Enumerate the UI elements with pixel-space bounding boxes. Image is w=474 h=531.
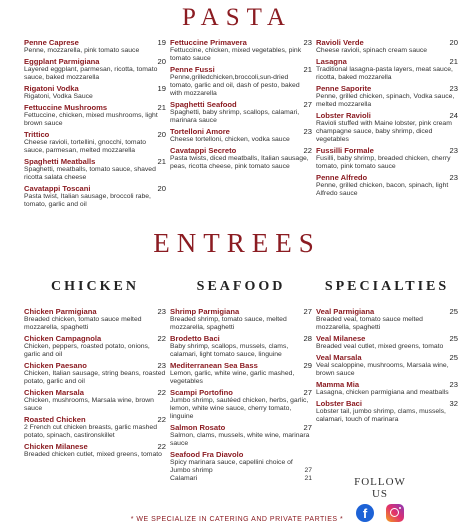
menu-item-price: 20 <box>157 57 166 66</box>
menu-item-price: 32 <box>449 399 458 408</box>
menu-item-name: Brodetto Baci <box>170 334 220 343</box>
chicken-column <box>24 307 166 461</box>
menu-item-price: 25 <box>449 334 458 343</box>
menu-item-price: 23 <box>449 380 458 389</box>
menu-item-name: Mediterranean Sea Bass <box>170 361 258 370</box>
menu-item-description: Veal scaloppine, mushrooms, Marsala wine, brown sauce <box>316 362 449 377</box>
menu-item-description: Penne, grilled chicken, spinach, Vodka sauce, melted mozzarella <box>316 93 455 108</box>
menu-item <box>24 442 166 459</box>
menu-item-description: Layered eggplant, parmesan, ricotta, tomato sauce, baked mozzarella <box>24 66 158 81</box>
menu-item-price: 25 <box>449 307 458 316</box>
pasta-column-3 <box>316 38 458 200</box>
menu-item <box>316 146 458 171</box>
menu-item-name: Scampi Portofino <box>170 388 233 397</box>
menu-item <box>316 111 458 144</box>
menu-item-price: 23 <box>449 146 458 155</box>
menu-item-name: Penne Caprese <box>24 38 79 47</box>
menu-item-description: Chicken, peppers, roasted potato, onions, garlic and oil <box>24 343 150 358</box>
footer-note: * WE SPECIALIZE IN CATERING AND PRIVATE PARTIES * <box>130 516 344 523</box>
menu-item-price: 21 <box>449 57 458 66</box>
menu-item-price: 20 <box>157 184 166 193</box>
menu-item-price: 27 <box>303 307 312 316</box>
menu-item-price: 20 <box>157 130 166 139</box>
menu-item <box>24 388 166 413</box>
menu-item-description: Salmon, clams, mussels, white wine, marinara sauce <box>170 432 310 447</box>
menu-item-name: Spaghetti Seafood <box>170 100 237 109</box>
menu-item-description: Lemon, garlic, white wine, garlic mashed, vegetables <box>170 370 295 385</box>
sub-option-label: Calamari <box>170 475 198 482</box>
menu-item-name: Chicken Parmigiana <box>24 307 97 316</box>
menu-item <box>170 334 312 359</box>
menu-item-description: Spaghetti, baby shrimp, scallops, calamari, marinara sauce <box>170 109 300 124</box>
menu-item-name: Lobster Baci <box>316 399 362 408</box>
menu-item-name: Rigatoni Vodka <box>24 84 79 93</box>
sub-option-price: 21 <box>304 475 312 482</box>
seafood-column <box>170 307 312 485</box>
menu-item-description: Jumbo shrimp, sautéed chicken, herbs, garlic, lemon, white wine sauce, cherry tomato, linguine <box>170 397 309 420</box>
menu-item-price: 22 <box>157 415 166 424</box>
menu-item <box>170 423 312 448</box>
menu-sub-option <box>170 475 312 483</box>
menu-item-description: Traditional lasagna-pasta layers, meat sauce, ricotta, baked mozzarella <box>316 66 453 81</box>
menu-item-name: Mamma Mia <box>316 380 360 389</box>
menu-item <box>170 388 312 421</box>
menu-item-name: Trittico <box>24 130 50 139</box>
menu-item-description: Penne, mozzarella, pink tomato sauce <box>24 47 140 54</box>
menu-item <box>316 380 458 397</box>
menu-item-description: Fusilli, baby shrimp, breaded chicken, cherry tomato, pink tomato sauce <box>316 155 451 170</box>
menu-item-price: 27 <box>303 100 312 109</box>
menu-item-price: 21 <box>157 157 166 166</box>
menu-item-name: Shrimp Parmigiana <box>170 307 240 316</box>
menu-item-name: Veal Milanese <box>316 334 366 343</box>
menu-item <box>316 307 458 332</box>
menu-item-name: Seafood Fra Diavolo <box>170 450 244 459</box>
menu-item-price: 23 <box>303 38 312 47</box>
menu-item <box>170 38 312 63</box>
menu-item-price: 23 <box>449 173 458 182</box>
menu-item-name: Lobster Ravioli <box>316 111 371 120</box>
pasta-title: PASTA <box>182 4 292 31</box>
menu-item-name: Chicken Campagnola <box>24 334 102 343</box>
menu-item-price: 23 <box>157 307 166 316</box>
menu-item <box>316 84 458 109</box>
sub-option-label: Jumbo shrimp <box>170 467 213 474</box>
menu-item <box>24 184 166 209</box>
entrees-title: ENTREES <box>153 228 321 258</box>
menu-item <box>170 65 312 98</box>
menu-item <box>316 334 458 351</box>
menu-item <box>170 307 312 332</box>
facebook-icon[interactable]: f <box>356 504 374 522</box>
menu-item <box>316 173 458 198</box>
menu-item-description: Pasta twist, Italian sausage, broccoli rabe, tomato, garlic and oil <box>24 193 151 208</box>
menu-item-name: Chicken Paesano <box>24 361 87 370</box>
menu-item-name: Tortelloni Amore <box>170 127 230 136</box>
menu-item-name: Penne Fussi <box>170 65 215 74</box>
menu-item-price: 22 <box>303 146 312 155</box>
menu-item-price: 21 <box>303 65 312 74</box>
specialties-column <box>316 307 458 426</box>
menu-item-name: Veal Parmigiana <box>316 307 375 316</box>
menu-item-name: Ravioli Verde <box>316 38 364 47</box>
menu-item <box>24 103 166 128</box>
menu-item-price: 28 <box>303 334 312 343</box>
menu-item-name: Penne Alfredo <box>316 173 368 182</box>
menu-item <box>170 127 312 144</box>
menu-item-description: Breaded chicken cutlet, mixed greens, tomato <box>24 451 162 458</box>
menu-item-name: Veal Marsala <box>316 353 362 362</box>
menu-item <box>170 146 312 171</box>
menu-item-name: Salmon Rosato <box>170 423 226 432</box>
menu-item-description: Spaghetti, meatballs, tomato sauce, shaved ricotta salata cheese <box>24 166 156 181</box>
menu-item-name: Chicken Marsala <box>24 388 84 397</box>
menu-item-price: 20 <box>449 38 458 47</box>
menu-item <box>170 100 312 125</box>
specialties-title: SPECIALTIES <box>324 279 450 294</box>
menu-item <box>24 130 166 155</box>
menu-item <box>24 38 166 55</box>
menu-item-name: Lasagna <box>316 57 347 66</box>
menu-item-description: Breaded shrimp, tomato sauce, melted mozzarella, spaghetti <box>170 316 287 331</box>
menu-item-price: 24 <box>449 111 458 120</box>
chicken-title: CHICKEN <box>51 279 139 294</box>
menu-item-price: 23 <box>303 127 312 136</box>
menu-item-description: Spicy marinara sauce, capellini choice of <box>170 459 293 466</box>
menu-item <box>24 157 166 182</box>
menu-sub-option <box>170 467 312 475</box>
pasta-column-1 <box>24 38 166 211</box>
menu-item <box>24 334 166 359</box>
menu-item-name: Spaghetti Meatballs <box>24 157 96 166</box>
menu-item-description: Breaded veal cutlet, mixed greens, tomato <box>316 343 444 350</box>
menu-item-price: 23 <box>449 84 458 93</box>
menu-item-name: Fettuccine Mushrooms <box>24 103 108 112</box>
menu-item <box>316 57 458 82</box>
menu-item-price: 29 <box>303 361 312 370</box>
menu-item-price: 23 <box>157 361 166 370</box>
menu-item-name: Fettuccine Primavera <box>170 38 247 47</box>
menu-item-price: 27 <box>303 388 312 397</box>
menu-item <box>24 361 166 386</box>
menu-item-description: Breaded chicken, tomato sauce melted mozzarella, spaghetti <box>24 316 142 331</box>
menu-item-name: Chicken Milanese <box>24 442 88 451</box>
menu-item-description: Cheese ravioli, spinach cream sauce <box>316 47 428 54</box>
menu-item-name: Fussilli Formale <box>316 146 374 155</box>
follow-us-label: FOLLOW US <box>354 476 406 500</box>
menu-item <box>24 57 166 82</box>
menu-item-name: Penne Saporite <box>316 84 372 93</box>
menu-item <box>24 84 166 101</box>
sub-option-price: 27 <box>304 467 312 474</box>
pasta-column-2 <box>170 38 312 173</box>
menu-item-description: Lasagna, chicken parmigiana and meatballs <box>316 389 449 396</box>
menu-item <box>24 415 166 440</box>
menu-item-description: Fettuccine, chicken, mixed mushrooms, light brown sauce <box>24 112 158 127</box>
menu-item-description: Baby shrimp, scallops, mussels, clams, calamari, light tomato sauce, linguine <box>170 343 289 358</box>
menu-item-price: 19 <box>157 38 166 47</box>
menu-item <box>24 307 166 332</box>
menu-item-price: 27 <box>303 423 312 432</box>
menu-item-description: Fettuccine, chicken, mixed vegetables, pink tomato sauce <box>170 47 302 62</box>
menu-item-price: 19 <box>157 84 166 93</box>
menu-item-description: Breaded veal, tomato sauce melted mozzarella, spaghetti <box>316 316 423 331</box>
menu-item <box>316 353 458 378</box>
menu-item-name: Eggplant Parmigiana <box>24 57 100 66</box>
seafood-title: SEAFOOD <box>196 279 286 294</box>
menu-item-price: 22 <box>157 442 166 451</box>
menu-item-price: 22 <box>157 388 166 397</box>
menu-item-description: Rigatoni, Vodka Sauce <box>24 93 93 100</box>
menu-item <box>170 450 312 483</box>
menu-item-description: Lobster tail, jumbo shrimp, clams, mussels, calamari, touch of marinara <box>316 408 446 423</box>
menu-item-description: Penne,grilledchicken,broccoli,sun-dried tomato, garlic and oil, dash of pesto, baked with mozzarella <box>170 74 300 97</box>
menu-item-description: 2 French cut chicken breasts, garlic mashed potato, spinach, castironskillet <box>24 424 157 439</box>
menu-item-name: Cavatappi Secreto <box>170 146 237 155</box>
menu-item-description: Ravioli stuffed with Maine lobster, pink cream champagne sauce, baby shrimp, diced vegetables <box>316 120 452 143</box>
menu-item-description: Penne, grilled chicken, bacon, spinach, light Alfredo sauce <box>316 182 449 197</box>
menu-item-description: Chicken, mushrooms, Marsala wine, brown sauce <box>24 397 154 412</box>
menu-item <box>316 38 458 55</box>
menu-item <box>170 361 312 386</box>
menu-item-description: Chicken, Italian sausage, string beans, roasted potato, garlic and oil <box>24 370 166 385</box>
menu-item-price: 21 <box>157 103 166 112</box>
menu-item-description: Cheese tortelloni, chicken, vodka sauce <box>170 136 290 143</box>
menu-item-price: 22 <box>157 334 166 343</box>
menu-item-price: 25 <box>449 353 458 362</box>
menu-item-name: Cavatappi Toscani <box>24 184 91 193</box>
menu-item-name: Roasted Chicken <box>24 415 86 424</box>
menu-item <box>316 399 458 424</box>
menu-item-description: Cheese ravioli, tortellini, gnocchi, tomato sauce, parmesan, melted mozzarella <box>24 139 147 154</box>
menu-item-description: Pasta twists, diced meatballs, Italian sausage, peas, ricotta cheese, pink tomato sauce <box>170 155 309 170</box>
